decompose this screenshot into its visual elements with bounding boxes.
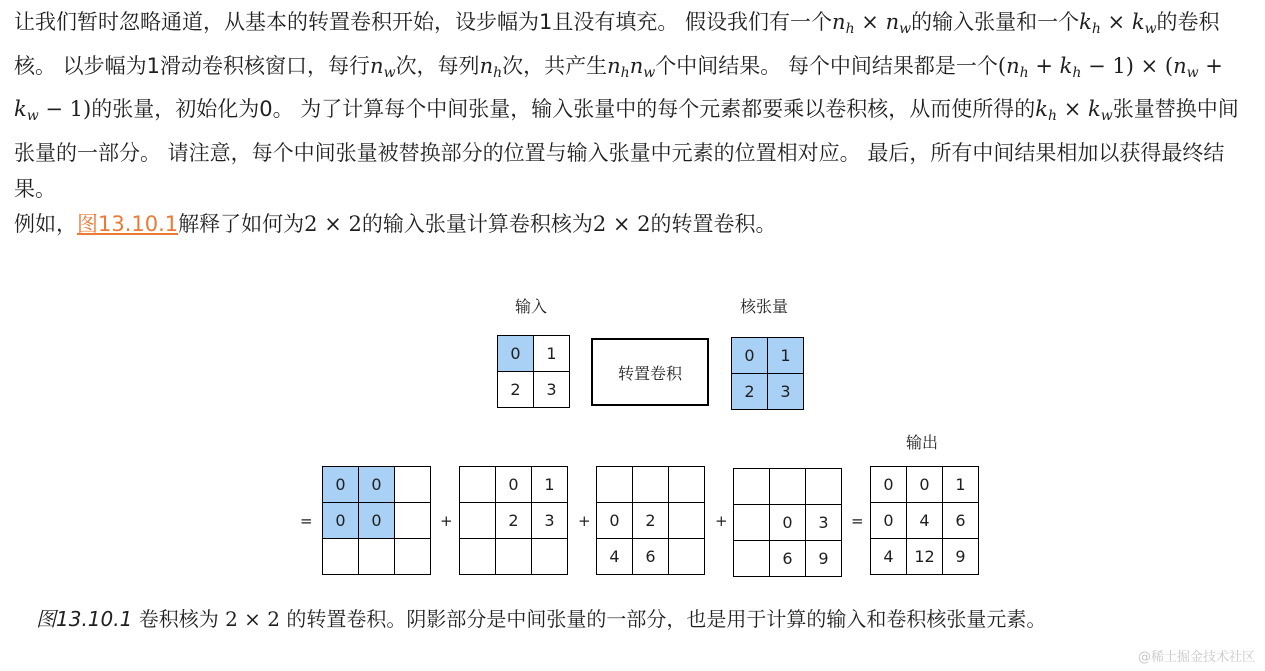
kernel-cell: 2 xyxy=(732,374,767,409)
text-segment: 的输入张量计算卷积核为 xyxy=(361,212,593,236)
grid-cell xyxy=(460,467,495,502)
grid-cell: 0 xyxy=(359,503,394,538)
output-grid xyxy=(870,466,979,575)
grid-cell xyxy=(770,469,805,504)
plus-sign: + xyxy=(715,512,728,530)
input-grid xyxy=(497,335,570,408)
text-segment: 次，每列 xyxy=(395,53,480,78)
grid-cell xyxy=(806,469,841,504)
watermark: @稀土掘金技术社区 xyxy=(1137,650,1255,665)
grid-cell: 3 xyxy=(806,505,841,540)
input-cell: 0 xyxy=(498,336,533,371)
math-2x2: 2 × 2 xyxy=(304,212,362,236)
equals-sign: = xyxy=(851,512,864,530)
grid-cell xyxy=(460,539,495,574)
output-cell: 4 xyxy=(907,503,942,538)
grid-cell xyxy=(395,539,430,574)
output-cell: 4 xyxy=(871,539,906,574)
grid-cell xyxy=(734,469,769,504)
grid-cell xyxy=(597,467,632,502)
grid-cell: 0 xyxy=(323,467,358,502)
intermediate-grid-2 xyxy=(459,466,568,575)
text-segment: 次，共产生 xyxy=(502,53,608,78)
grid-cell xyxy=(460,503,495,538)
text-segment: 的卷积核。 以步幅为1滑动卷积核窗口，每行 xyxy=(14,10,1220,78)
intermediate-grid-1 xyxy=(322,466,431,575)
grid-cell: 3 xyxy=(532,503,567,538)
text-segment: 的输入张量和一个 xyxy=(911,10,1080,34)
paragraph-transposed-convolution xyxy=(14,4,1254,208)
grid-cell: 9 xyxy=(806,541,841,576)
math-nh-by-nw: nh × nw xyxy=(832,10,912,37)
grid-cell: 0 xyxy=(496,467,531,502)
input-label: 输入 xyxy=(515,297,548,316)
kernel-cell: 3 xyxy=(768,374,803,409)
math-intermediate-shape: (nh + kh − 1) × (nw + kw − 1) xyxy=(14,53,1223,124)
grid-cell xyxy=(532,539,567,574)
input-cell: 2 xyxy=(498,372,533,407)
text-segment: 例如， xyxy=(14,212,77,236)
grid-cell xyxy=(734,505,769,540)
grid-cell xyxy=(669,503,704,538)
text-segment: 的转置卷积。 xyxy=(650,212,777,236)
output-cell: 12 xyxy=(907,539,942,574)
grid-cell xyxy=(734,541,769,576)
transposed-conv-box: 转置卷积 xyxy=(591,338,709,406)
grid-cell: 2 xyxy=(496,503,531,538)
output-cell: 0 xyxy=(871,503,906,538)
caption-number: 图13.10.1 xyxy=(36,607,133,631)
text-segment: 的张量，初始化为0。 为了计算每个中间张量，输入张量中的每个元素都要乘以卷积核，从而使所得的 xyxy=(91,97,1036,121)
text-segment: 让我们暂时忽略通道，从基本的转置卷积开始，设步幅为1且没有填充。 假设我们有一个 xyxy=(14,10,833,34)
kernel-grid xyxy=(731,337,804,410)
grid-cell xyxy=(395,503,430,538)
math-2x2-kernel: 2 × 2 xyxy=(592,212,651,236)
grid-cell: 2 xyxy=(633,503,668,538)
grid-cell: 6 xyxy=(633,539,668,574)
output-cell: 6 xyxy=(943,503,978,538)
math-nw: nw xyxy=(370,53,396,81)
math-nhnw: nhnw xyxy=(607,53,656,81)
grid-cell xyxy=(323,539,358,574)
grid-cell xyxy=(359,539,394,574)
output-cell: 9 xyxy=(943,539,978,574)
input-cell: 1 xyxy=(534,336,569,371)
grid-cell xyxy=(669,539,704,574)
math-nh: nh xyxy=(479,53,503,81)
kernel-label: 核张量 xyxy=(740,297,789,316)
figure-link[interactable]: 图13.10.1 xyxy=(77,212,179,236)
grid-cell xyxy=(395,467,430,502)
kernel-cell: 0 xyxy=(732,338,767,373)
caption-text: 卷积核为 xyxy=(132,607,226,631)
caption-text: 的转置卷积。阴影部分是中间张量的一部分，也是用于计算的输入和卷积核张量元素。 xyxy=(279,607,1047,631)
grid-cell: 0 xyxy=(770,505,805,540)
paragraph-example xyxy=(14,206,1254,243)
grid-cell: 0 xyxy=(359,467,394,502)
grid-cell xyxy=(669,467,704,502)
output-cell: 1 xyxy=(943,467,978,502)
text-segment: 个中间结果。 每个中间结果都是一个 xyxy=(655,53,998,78)
grid-cell: 0 xyxy=(323,503,358,538)
output-label: 输出 xyxy=(906,433,939,452)
input-cell: 3 xyxy=(534,372,569,407)
figure-caption xyxy=(36,603,1046,635)
text-segment: 解释了如何为 xyxy=(178,212,305,236)
grid-cell xyxy=(496,539,531,574)
math-kh-by-kw-2: kh × kw xyxy=(1035,97,1113,124)
intermediate-grid-4 xyxy=(733,468,842,577)
grid-cell: 4 xyxy=(597,539,632,574)
output-cell: 0 xyxy=(907,467,942,502)
equals-sign: = xyxy=(300,512,313,530)
plus-sign: + xyxy=(578,512,591,530)
grid-cell: 1 xyxy=(532,467,567,502)
math-kh-by-kw: kh × kw xyxy=(1079,10,1157,37)
output-cell: 0 xyxy=(871,467,906,502)
caption-math: 2 × 2 xyxy=(225,607,280,631)
grid-cell: 6 xyxy=(770,541,805,576)
intermediate-grid-3 xyxy=(596,466,705,575)
grid-cell: 0 xyxy=(597,503,632,538)
grid-cell xyxy=(633,467,668,502)
text-segment: 张量替换中间张量的一部分。 请注意，每个中间张量被替换部分的位置与输入张量中元素的位置相对应。 最后，所有中间结果相加以获得最终结果。 xyxy=(14,97,1239,201)
plus-sign: + xyxy=(440,512,453,530)
kernel-cell: 1 xyxy=(768,338,803,373)
